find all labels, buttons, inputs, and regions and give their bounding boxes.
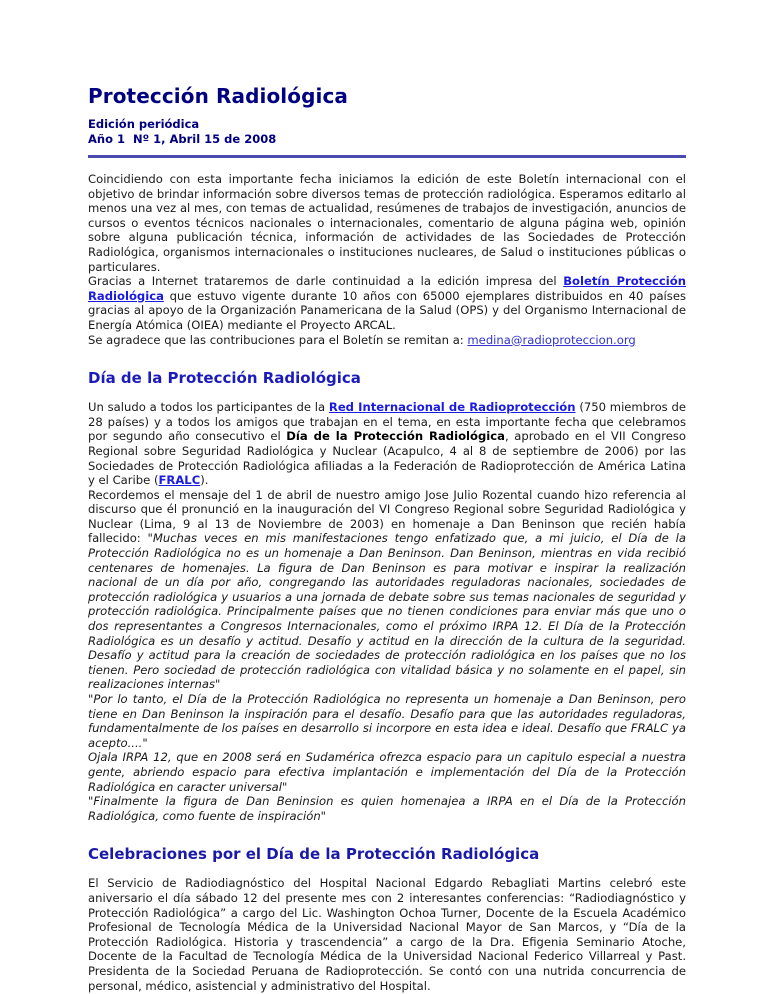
document-subtitle	[88, 117, 686, 147]
section-heading-dia-proteccion: Día de la Protección Radiológica	[88, 369, 361, 388]
subtitle-line-periodicity: Edición periódica	[88, 117, 200, 131]
dia-p2-quote-text: "Muchas veces en mis manifestaciones tengo enfatizado que, a mi juicio, el Día de la Protección Radiológica no es un homenaje a Dan Beninson. Dan Beninson, mientras en vida recibió centenares de homenajes. La figura de Dan Beninson es para motivar e inspirar la realización nacional de un día por año, congregando las autoridades reguladoras nacionales, sociedades de protección radiológica y usuarios a una jornada de debate sobre sus temas nacionales de seguridad y protección radiológica. Principalmente países que no tienen condiciones para enviar más que uno o dos representantes a Congresos Internacionales, como el próximo IRPA 12. El Día de la Protección Radiológica es un desafío y actitud. Desafío y actitud en la dirección de la cultura de la seguridad. Desafío y actitud para la creación de sociedades de protección radiológica en los países que no los tienen. Pero sociedad de protección radiológica con vitalidad básica y no solamente en el papel, sin realizaciones internas"	[88, 531, 686, 692]
dia-quote-3: "Por lo tanto, el Día de la Protección Radiológica no representa un homenaje a Dan Beninson, pero tiene en Dan Beninson la inspiración para el desafío. Desafío para que las autoridades reguladoras, fundamentalmente de los países en desarrollo si incorpore en esta idea e ideal. Desafío que FRALC ya acepto...."	[88, 692, 686, 750]
intro-p3-text-before: Se agradece que las contribuciones para el Boletín se remitan a:	[88, 332, 468, 347]
boletin-proteccion-radiologica-link[interactable]: Boletín Protección Radiológica	[88, 274, 686, 303]
red-internacional-radioproteccion-link[interactable]: Red Internacional de Radioprotección	[328, 400, 576, 415]
dia-p1-text-2: (750 miembros de 28 países) y a todos los amigos que trabajan en el tema, en esta importante fecha que celebramos por segundo año consecutivo el	[88, 400, 687, 444]
subtitle-line-issue: Año 1 Nº 1, Abril 15 de 2008	[88, 132, 277, 146]
dia-p1-emphasis: Día de la Protección Radiológica	[286, 429, 505, 444]
dia-paragraph-2	[88, 488, 686, 692]
dia-paragraph-1	[88, 400, 686, 488]
dia-quote-4: Ojala IRPA 12, que en 2008 será en Sudamérica ofrezca espacio para un capitulo especial a nuestra gente, abriendo espacio para efectiva implantación e implementación del Día de la Protección Radiológica en caracter universal"	[88, 750, 686, 794]
intro-paragraph-2	[88, 274, 686, 332]
fralc-link[interactable]: FRALC	[158, 473, 201, 488]
dia-p1-text-1: Un saludo a todos los participantes de la	[88, 400, 329, 415]
contact-email-link[interactable]: medina@radioproteccion.org	[467, 332, 636, 347]
dia-p1-text-4: ).	[200, 473, 209, 488]
intro-p2-text-after: que estuvo vigente durante 10 años con 65000 ejemplares distribuidos en 40 países gracias al apoyo de la Organización Panamericana de la Salud (OPS) y del Organismo Internacional de Energía Atómica (OIEA) mediante el Proyecto ARCAL.	[88, 288, 686, 332]
dia-p2-intro-text: Recordemos el mensaje del 1 de abril de nuestro amigo Jose Julio Rozental cuando hizo referencia al discurso que él pronunció en la inauguración del VI Congreso Regional sobre Seguridad Radiológica y Nuclear (Lima, 9 al 13 de Noviembre de 2003) en homenaje a Dan Beninson que recién había fallecido:	[88, 487, 686, 546]
section-heading-celebraciones: Celebraciones por el Día de la Protección Radiológica	[88, 845, 540, 864]
intro-p2-text-before: Gracias a Internet trataremos de darle continuidad a la edición impresa del	[88, 274, 564, 289]
intro-paragraph-1: Coincidiendo con esta importante fecha iniciamos la edición de este Boletín internacional con el objetivo de brindar información sobre diversos temas de protección radiológica. Esperamos editarlo al menos una vez al mes, con temas de actualidad, resúmenes de trabajos de investigación, anuncios de cursos o eventos técnicos nacionales o internacionales, comentario de alguna página web, opinión sobre alguna publicación técnica, información de actividades de las Sociedades de Protección Radiológica, organismos internacionales o instituciones nucleares, de Salud o instituciones públicas o particulares.	[88, 172, 686, 274]
header-divider	[88, 155, 686, 158]
dia-p1-text-3: , aprobado en el VII Congreso Regional sobre Seguridad Radiológica y Nuclear (Acapulco, 4 al 8 de septiembre de 2006) por las Sociedades de Protección Radiológica afiliadas a la Federación de Radioprotección de América Latina y el Caribe (	[88, 429, 686, 488]
page-title: Protección Radiológica	[88, 84, 349, 108]
dia-quote-5: "Finalmente la figura de Dan Beninsion es quien homenajea a IRPA en el Día de la Protección Radiológica, como fuente de inspiración"	[88, 794, 686, 823]
document-content	[88, 84, 686, 993]
intro-paragraph-3	[88, 333, 686, 348]
celebraciones-paragraph: El Servicio de Radiodiagnóstico del Hospital Nacional Edgardo Rebagliati Martins celebró este aniversario el día sábado 12 del presente mes con 2 interesantes conferencias: “Radiodiagnóstico y Protección Radiológica” a cargo del Lic. Washington Ochoa Turner, Docente de la Escuela Académico Profesional de Tecnología Médica de la Universidad Nacional Mayor de San Marcos, y “Día de la Protección Radiológica. Historia y trascendencia” a cargo de la Dra. Efigenia Seminario Atoche, Docente de la Facultad de Tecnología Médica de la Universidad Nacional Federico Villarreal y Past. Presidenta de la Sociedad Peruana de Radioprotección. Se contó con una nutrida concurrencia de personal, médico, asistencial y administrativo del Hospital.	[88, 876, 686, 993]
